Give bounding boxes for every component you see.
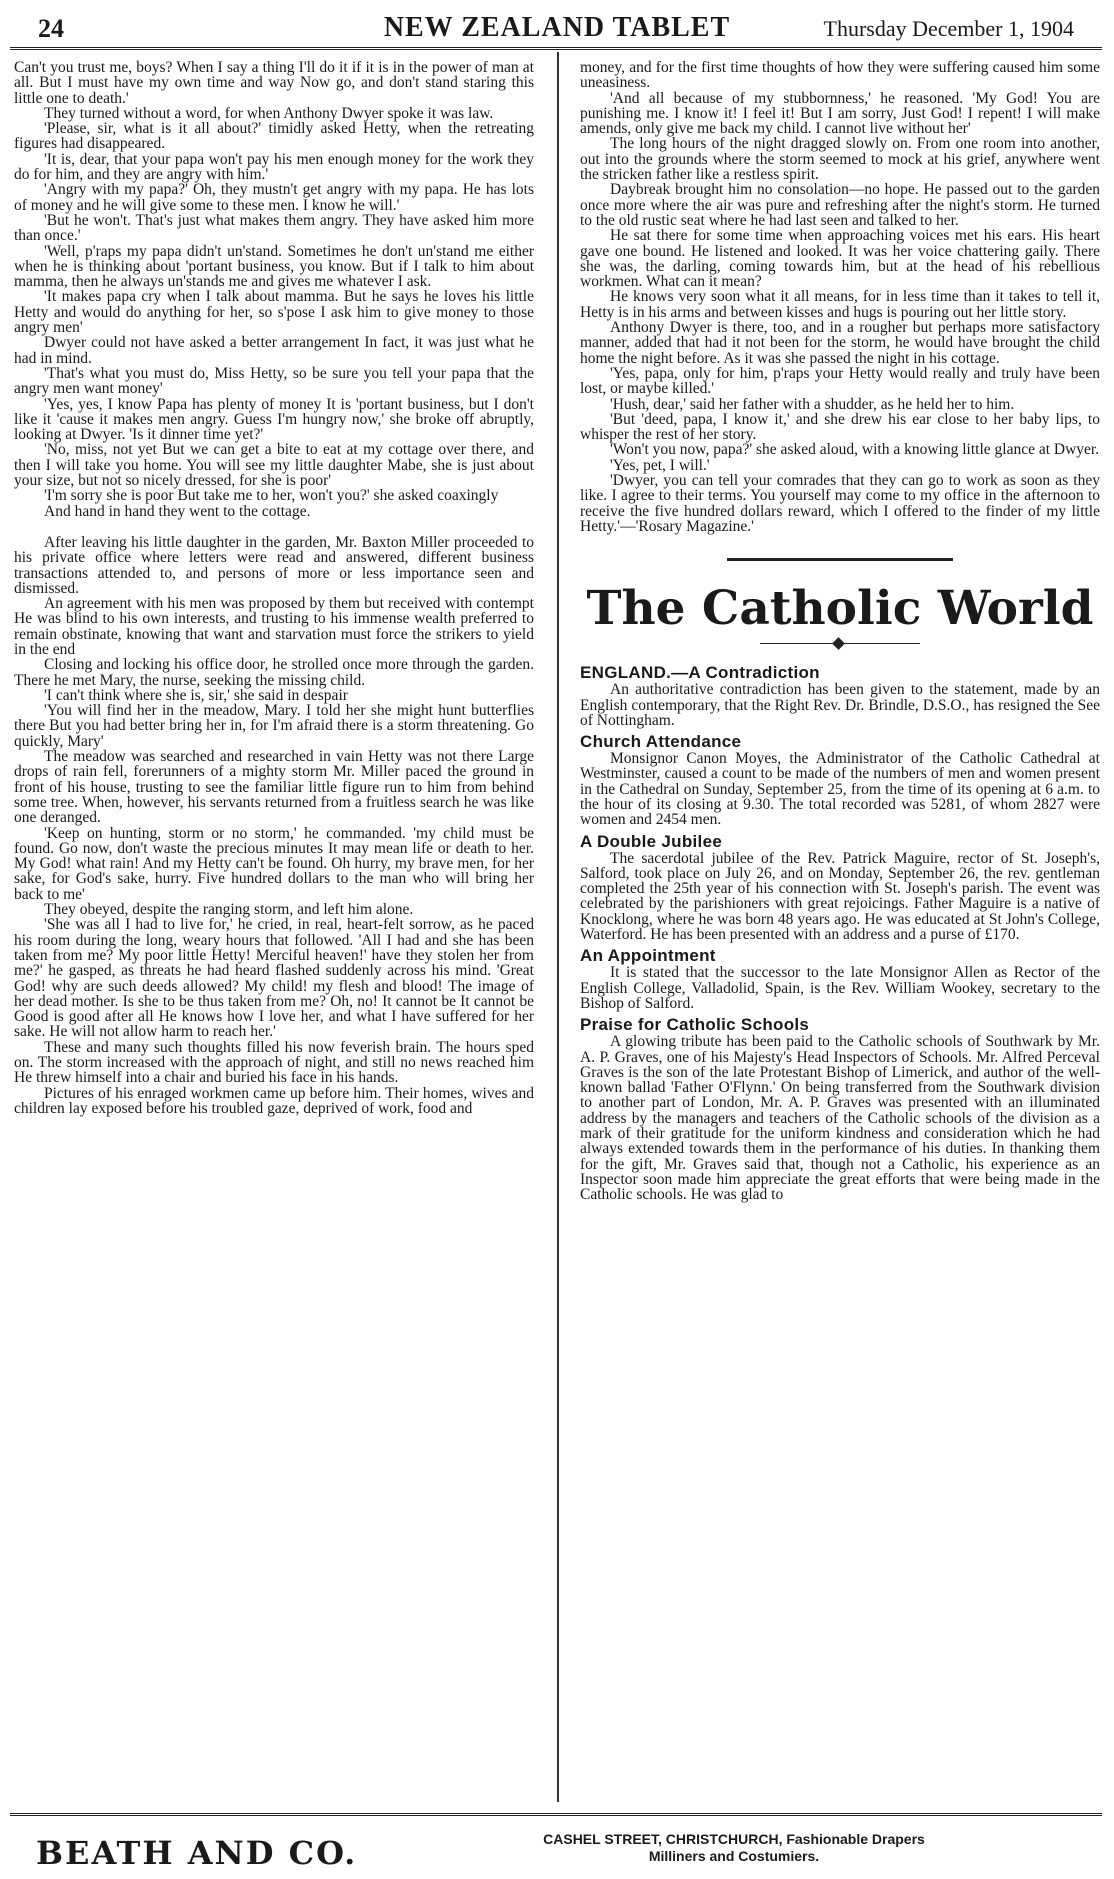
- paragraph: 'Angry with my papa?' Oh, they mustn't get angry with my papa. He has lots of money and he will give some to these men. I know he will.': [14, 181, 534, 214]
- paragraph: 'Yes, pet, I will.': [610, 456, 710, 474]
- paragraph: 'Keep on hunting, storm or no storm,' he commanded. 'my child must be found. Go now, don't waste the precious minutes It may mean life or death to her. My God! what rain! And my Hetty can't be found. Oh hurry, my brave men, for her sake, for God's sake, hurry. Five hundred dollars to the man who will bring her back to me': [14, 824, 534, 903]
- paragraph: The meadow was searched and researched in vain Hetty was not there Large drops of rain fell, forerunners of a mighty storm Mr. Miller paced the ground in front of his house, trusting to see the familiar little figure run to him from behind some tree. When, however, his servants returned from a fruitless search he was like one deranged.: [14, 748, 534, 827]
- paragraph: He knows very soon what it all means, for in less time than it takes to tell it, Hetty is in his arms and between kisses and hugs is pouring out her little story.: [580, 288, 1100, 321]
- left-column-story: [14, 60, 534, 1800]
- paragraph: 'Dwyer, you can tell your comrades that they can go to work as soon as they like. I agree to their terms. You yourself may come to my office in the afternoon to receive the five hundred dollars reward, which I offered to the finder of my little Hetty.'—'Rosary Magazine.': [580, 472, 1100, 535]
- paragraph: Monsignor Canon Moyes, the Administrator of the Catholic Cathedral at Westminster, caused a count to be made of the numbers of men and women present in the Cathedral on Sunday, September 25, from the time of its opening at 6 a.m. to the hour of its closing at 9.30. The total recorded was 5281, of whom 2827 were women and 2454 men.: [580, 750, 1100, 829]
- paragraph: And hand in hand they went to the cottage.: [44, 502, 311, 520]
- paragraph: 'I'm sorry she is poor But take me to her, won't you?' she asked coaxingly: [44, 487, 499, 505]
- paragraph: Can't you trust me, boys? When I say a thing I'll do it if it is in the power of man at all. But I must have my own time and way Now go, and don't stand staring this little one to death.': [14, 60, 534, 107]
- paragraph: 'And all because of my stubbornness,' he reasoned. 'My God! You are punishing me. I know it! I feel it! But I am sorry, Just God! I repent! I will make amends, only give me back my child. I cannot live without her': [580, 89, 1100, 138]
- paragraph: 'Please, sir, what is it all about?' timidly asked Hetty, when the retreating figures had disappeared.: [14, 120, 534, 153]
- masthead: [32, 8, 1082, 46]
- paragraph: 'That's what you must do, Miss Hetty, so be sure you tell your papa that the angry men want money': [14, 364, 534, 398]
- paragraph: 'It is, dear, that your papa won't pay his men enough money for the work they do for him, and they are angry with him.': [14, 150, 534, 184]
- paragraph: 'I can't think where she is, sir,' she said in despair: [44, 686, 348, 704]
- issue-date: Thursday December 1, 1904: [823, 16, 1074, 41]
- address-line-2: Milliners and Costumiers.: [648, 1848, 820, 1864]
- paragraph: 'Well, p'raps my papa didn't un'stand. Sometimes he don't un'stand me either when he is thinking about 'portant business, you know. But if I talk to him about mamma, then he always un'stands me and gives me whatever I ask.: [14, 242, 534, 291]
- section-heading: ENGLAND.—A Contradiction: [580, 663, 820, 683]
- paragraph: 'But 'deed, papa, I know it,' and she drew his ear close to her baby lips, to whisper the rest of her story.: [580, 410, 1100, 444]
- diamond-ornament-rule: [760, 639, 920, 649]
- paragraph: After leaving his little daughter in the garden, Mr. Baxton Miller proceeded to his private office where letters were read and answered, different business transactions attended to, and persons of more or less importance seen and dismissed.: [14, 533, 534, 597]
- paragraph: Anthony Dwyer is there, too, and in a rougher but perhaps more satisfactory manner, added that had it not been for the storm, he would have brought the child home the night before. As it was she passed the night in his cottage.: [580, 319, 1100, 367]
- paragraph: It is stated that the successor to the late Monsignor Allen as Rector of the English College, Valladolid, Spain, is the Rev. William Wookey, secretary to the Bishop of Salford.: [580, 964, 1100, 1012]
- paragraph: Closing and locking his office door, he strolled once more through the garden. There he met Mary, the nurse, seeking the missing child.: [14, 656, 534, 689]
- catholic-world-sections: [580, 663, 1100, 1202]
- paragraph: 'But he won't. That's just what makes them angry. They have asked him more than once.': [14, 211, 534, 245]
- section-heading: A Double Jubilee: [580, 831, 723, 851]
- newspaper-title: NEW ZEALAND TABLET: [383, 12, 731, 43]
- paragraph: 'Yes, papa, only for him, p'raps your Hetty would really and truly have been lost, or maybe killed.': [580, 364, 1100, 398]
- paragraph: Pictures of his enraged workmen came up before him. Their homes, wives and children lay exposed before his troubled gaze, deprived of work, food and: [14, 1084, 534, 1117]
- paragraph: The sacerdotal jubilee of the Rev. Patrick Maguire, rector of St. Joseph's, Salford, took place on July 26, and on Monday, September 26, the rev. gentleman completed the 25th year of his connection with St. Joseph's parish. The event was celebrated by the parishioners with great rejoicings. Father Maguire is a native of Knocklong, where he was born 48 years ago. He was educated at St John's College, Waterford. He has been presented with an address and a purse of £170.: [580, 849, 1100, 944]
- paragraph: The long hours of the night dragged slowly on. From one room into another, out into the grounds where the storm seemed to mock at his grief, anywhere went the stricken father like a restless spirit.: [580, 135, 1100, 184]
- paragraph: 'Won't you now, papa?' she asked aloud, with a knowing little glance at Dwyer.: [610, 441, 1100, 459]
- paragraph: 'It makes papa cry when I talk about mamma. But he says he loves his little Hetty and would do anything for her, so s'pose I ask him to give money to those angry men': [14, 288, 534, 337]
- paragraph: 'Yes, yes, I know Papa has plenty of money It is 'portant business, but I don't like it 'cause it makes men angry. Guess I'm hungry now,' she broke off abruptly, looking at Dwyer. 'Is it dinner time yet?': [14, 395, 534, 444]
- paragraph: money, and for the first time thoughts of how they were suffering caused him some uneasiness.: [580, 60, 1100, 92]
- diamond-icon: [832, 637, 845, 650]
- right-column: [580, 60, 1100, 1800]
- page-number: 24: [38, 14, 64, 43]
- paragraph: These and many such thoughts filled his now feverish brain. The hours sped on. The storm increased with the approach of night, and still no news reached him He threw himself into a chair and buried his face in his hands.: [14, 1038, 534, 1087]
- paragraph: A glowing tribute has been paid to the Catholic schools of Southwark by Mr. A. P. Graves, one of his Majesty's Head Inspectors of Schools. Mr. Alfred Perceval Graves is the son of the late Protestant Bishop of Limerick, and author of the well-known ballad 'Father O'Flynn.' On being transferred from the Southwark division to another part of London, Mr. A. P. Graves was presented with an illuminated address by the managers and teachers of the Catholic schools of the division as a mark of their gratitude for the uniform kindness and consideration which he had always extended towards them in the performance of his duties. In thanking them for the gift, Mr. Graves said that, though not a Catholic, his experience as an Inspector soon made him appreciate the great efforts that were being made in the Catholic schools. He was glad to: [580, 1033, 1100, 1204]
- paragraph: He sat there for some time when approaching voices met his ears. His heart gave one bound. He listened and looked. It was her voice chattering gaily. There she was, the darling, coming towards him, but at the head of his rebellious workmen. What can it mean?: [580, 227, 1100, 291]
- section-title: The Catholic World: [586, 581, 1094, 637]
- paragraph: 'She was all I had to live for,' he cried, in real, heart-felt sorrow, as he paced his room during the long, weary hours that followed. 'All I had and she has been taken from me? My poor little Hetty! Merciful heaven!' have they stolen her from me?' he gasped, as threats he had heard flashed suddenly across his mind. 'Great God! why are such deeds allowed? My child! my flesh and blood! The image of her dead mother. Is she to be thus taken from me? Oh, no! It cannot be It cannot be Good is good after all He knows how I love her, and what I have suffered for her sake. He will not allow harm to reach her.': [14, 916, 534, 1041]
- column-divider: [557, 52, 559, 1802]
- advertiser-address: [484, 1831, 984, 1865]
- section-separator-rule: [727, 558, 953, 561]
- paragraph: An authoritative contradiction has been given to the statement, made by an English contemporary, that the Right Rev. Dr. Brindle, D.S.O., has resigned the See of Nottingham.: [580, 681, 1100, 729]
- section-heading: Church Attendance: [580, 732, 742, 752]
- footer-rule: [10, 1813, 1102, 1816]
- section-heading: An Appointment: [580, 946, 716, 966]
- paragraph: They turned without a word, for when Anthony Dwyer spoke it was law.: [44, 104, 494, 122]
- paragraph: Daybreak brought him no consolation—no hope. He passed out to the garden once more where the air was pure and refreshing after the night's storm. He turned to the old rustic seat where he had last seen and talked to her.: [580, 181, 1100, 229]
- paragraph: 'Hush, dear,' said her father with a shudder, as he held her to him.: [610, 395, 1015, 413]
- paragraph: 'You will find her in the meadow, Mary. I told her she might hunt butterflies there But you had better bring her in, for I'm afraid there is a storm threatening. Go quickly, Mary': [14, 702, 534, 750]
- paragraph: 'No, miss, not yet But we can get a bite to eat at my cottage over there, and then I will take you home. You will see my little daughter Mabe, she is just about your size, but not so nicely dressed, for she is poor': [14, 441, 534, 490]
- section-heading: Praise for Catholic Schools: [580, 1015, 810, 1035]
- right-column-story: [580, 60, 1100, 534]
- advertiser-name: BEATH AND CO.: [36, 1834, 358, 1872]
- paragraph: They obeyed, despite the ranging storm, and left him alone.: [44, 901, 414, 919]
- paragraph: An agreement with his men was proposed by them but received with contempt He was blind to his own interests, and trusting to his immense wealth preferred to remain obstinate, knowing that want and starvation must force the strikers to yield in the end: [14, 595, 534, 658]
- paragraph: Dwyer could not have asked a better arrangement In fact, it was just what he had in mind.: [14, 334, 534, 367]
- address-line-1: CASHEL STREET, CHRISTCHURCH, Fashionable Drapers: [543, 1831, 925, 1847]
- masthead-rule: [10, 47, 1102, 50]
